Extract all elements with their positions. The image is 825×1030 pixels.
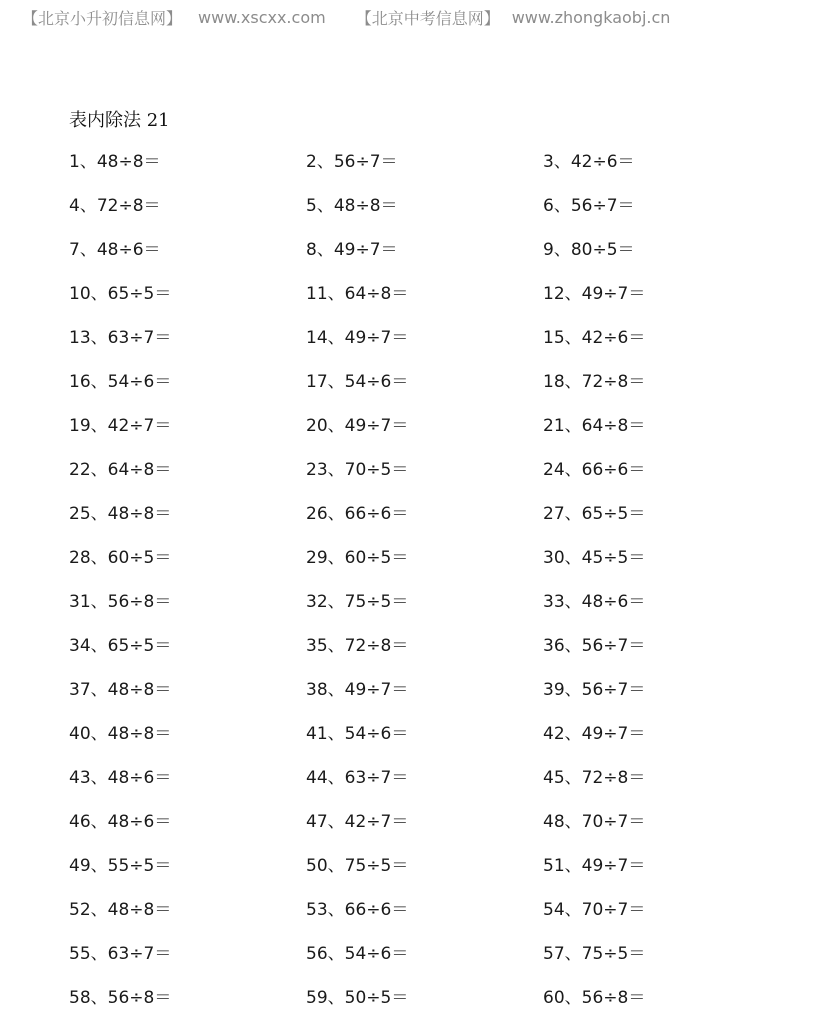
problem-item: 24、66÷6＝: [543, 460, 646, 480]
problem-item: 56、54÷6＝: [306, 944, 409, 964]
site-1-url[interactable]: www.xscxx.com: [198, 7, 326, 27]
problem-item: 9、80÷5＝: [543, 240, 635, 260]
problem-item: 13、63÷7＝: [69, 328, 172, 348]
problem-item: 39、56÷7＝: [543, 680, 646, 700]
problem-item: 4、72÷8＝: [69, 196, 161, 216]
problem-item: 15、42÷6＝: [543, 328, 646, 348]
site-1-label: 【北京小升初信息网】: [22, 8, 183, 28]
problem-item: 32、75÷5＝: [306, 592, 409, 612]
problem-item: 44、63÷7＝: [306, 768, 409, 788]
problem-item: 5、48÷8＝: [306, 196, 398, 216]
problem-item: 60、56÷8＝: [543, 988, 646, 1008]
problem-item: 52、48÷8＝: [69, 900, 172, 920]
problem-item: 36、56÷7＝: [543, 636, 646, 656]
problem-item: 42、49÷7＝: [543, 724, 646, 744]
problem-item: 11、64÷8＝: [306, 284, 409, 304]
problem-item: 27、65÷5＝: [543, 504, 646, 524]
problem-item: 41、54÷6＝: [306, 724, 409, 744]
problem-item: 38、49÷7＝: [306, 680, 409, 700]
problem-item: 45、72÷8＝: [543, 768, 646, 788]
problem-item: 46、48÷6＝: [69, 812, 172, 832]
problem-item: 58、56÷8＝: [69, 988, 172, 1008]
problem-item: 6、56÷7＝: [543, 196, 635, 216]
problem-item: 53、66÷6＝: [306, 900, 409, 920]
problem-item: 34、65÷5＝: [69, 636, 172, 656]
site-2-url[interactable]: www.zhongkaobj.cn: [511, 7, 671, 27]
problem-item: 14、49÷7＝: [306, 328, 409, 348]
problem-item: 1、48÷8＝: [69, 152, 161, 172]
problem-item: 48、70÷7＝: [543, 812, 646, 832]
problem-item: 29、60÷5＝: [306, 548, 409, 568]
problem-grid: [69, 150, 789, 1030]
problem-item: 23、70÷5＝: [306, 460, 409, 480]
problem-item: 22、64÷8＝: [69, 460, 172, 480]
problem-item: 55、63÷7＝: [69, 944, 172, 964]
problem-item: 43、48÷6＝: [69, 768, 172, 788]
worksheet-title: 表内除法 21: [69, 110, 170, 131]
problem-item: 37、48÷8＝: [69, 680, 172, 700]
problem-item: 30、45÷5＝: [543, 548, 646, 568]
page-header: [22, 6, 670, 28]
problem-item: 59、50÷5＝: [306, 988, 409, 1008]
problem-item: 3、42÷6＝: [543, 152, 635, 172]
problem-item: 28、60÷5＝: [69, 548, 172, 568]
problem-item: 8、49÷7＝: [306, 240, 398, 260]
problem-item: 35、72÷8＝: [306, 636, 409, 656]
problem-item: 19、42÷7＝: [69, 416, 172, 436]
problem-item: 12、49÷7＝: [543, 284, 646, 304]
problem-item: 20、49÷7＝: [306, 416, 409, 436]
problem-item: 2、56÷7＝: [306, 152, 398, 172]
problem-item: 31、56÷8＝: [69, 592, 172, 612]
problem-item: 33、48÷6＝: [543, 592, 646, 612]
problem-item: 17、54÷6＝: [306, 372, 409, 392]
problem-item: 51、49÷7＝: [543, 856, 646, 876]
problem-item: 40、48÷8＝: [69, 724, 172, 744]
problem-item: 57、75÷5＝: [543, 944, 646, 964]
problem-item: 25、48÷8＝: [69, 504, 172, 524]
problem-item: 18、72÷8＝: [543, 372, 646, 392]
problem-item: 10、65÷5＝: [69, 284, 172, 304]
problem-item: 21、64÷8＝: [543, 416, 646, 436]
site-2-label: 【北京中考信息网】: [355, 8, 500, 28]
problem-item: 7、48÷6＝: [69, 240, 161, 260]
problem-item: 47、42÷7＝: [306, 812, 409, 832]
problem-item: 26、66÷6＝: [306, 504, 409, 524]
problem-item: 16、54÷6＝: [69, 372, 172, 392]
problem-item: 49、55÷5＝: [69, 856, 172, 876]
problem-item: 50、75÷5＝: [306, 856, 409, 876]
problem-item: 54、70÷7＝: [543, 900, 646, 920]
